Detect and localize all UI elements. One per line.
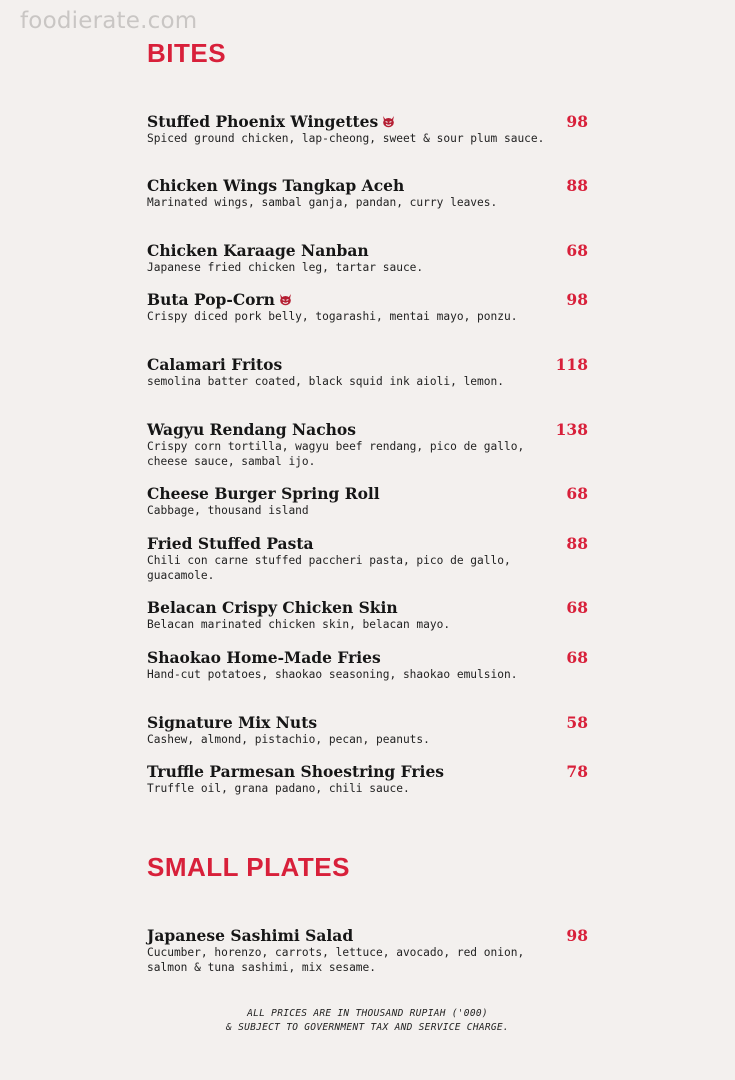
menu-item xyxy=(147,177,590,211)
menu-item xyxy=(147,763,590,797)
menu-item xyxy=(147,356,590,390)
item-price: 98 xyxy=(566,290,588,309)
item-price: 118 xyxy=(555,355,588,374)
item-price: 138 xyxy=(555,420,588,439)
menu-item xyxy=(147,649,590,683)
devil-icon xyxy=(278,293,293,306)
item-name: Chicken Karaage Nanban xyxy=(147,241,369,260)
item-name: Chicken Wings Tangkap Aceh xyxy=(147,176,405,195)
watermark: foodierate.com xyxy=(20,8,198,34)
item-price: 88 xyxy=(566,534,588,553)
menu-item xyxy=(147,291,590,325)
item-price: 68 xyxy=(566,241,588,260)
menu-item xyxy=(147,714,590,748)
section-title-small-plates: SMALL PLATES xyxy=(147,852,350,882)
item-name: Signature Mix Nuts xyxy=(147,713,318,732)
item-name: Wagyu Rendang Nachos xyxy=(147,420,356,439)
menu-item xyxy=(147,113,590,147)
menu-item xyxy=(147,927,590,975)
item-description: Hand-cut potatoes, shaokao seasoning, shaokao emulsion. xyxy=(147,668,518,681)
item-name: Fried Stuffed Pasta xyxy=(147,534,314,553)
item-description: Japanese fried chicken leg, tartar sauce. xyxy=(147,261,424,274)
item-description: Marinated wings, sambal ganja, pandan, curry leaves. xyxy=(147,196,498,209)
item-price: 68 xyxy=(566,648,588,667)
item-description: Cashew, almond, pistachio, pecan, peanuts. xyxy=(147,733,430,746)
footnote-line: ALL PRICES ARE IN THOUSAND RUPIAH ('000) xyxy=(247,1008,488,1019)
menu-item xyxy=(147,485,590,519)
item-name: Stuffed Phoenix Wingettes xyxy=(147,113,590,131)
item-description: semolina batter coated, black squid ink aioli, lemon. xyxy=(147,375,504,388)
item-description: Cucumber, horenzo, carrots, lettuce, avocado, red onion, salmon & tuna sashimi, mix sesame. xyxy=(147,946,525,974)
item-price: 98 xyxy=(566,926,588,945)
item-price: 98 xyxy=(566,112,588,131)
item-price: 78 xyxy=(566,762,588,781)
item-description: Belacan marinated chicken skin, belacan mayo. xyxy=(147,618,451,631)
price-footnote xyxy=(0,1007,735,1034)
item-description: Truffle oil, grana padano, chili sauce. xyxy=(147,782,410,795)
item-name: Belacan Crispy Chicken Skin xyxy=(147,598,398,617)
item-name: Shaokao Home-Made Fries xyxy=(147,648,381,667)
item-price: 58 xyxy=(566,713,588,732)
devil-icon xyxy=(381,115,396,128)
item-description: Cabbage, thousand island xyxy=(147,504,309,517)
item-price: 88 xyxy=(566,176,588,195)
item-description: Chili con carne stuffed paccheri pasta, pico de gallo, guacamole. xyxy=(147,554,511,582)
menu-item xyxy=(147,242,590,276)
section-title-bites: BITES xyxy=(147,38,227,68)
item-price: 68 xyxy=(566,484,588,503)
item-price: 68 xyxy=(566,598,588,617)
item-name: Cheese Burger Spring Roll xyxy=(147,484,380,503)
footnote-line: & SUBJECT TO GOVERNMENT TAX AND SERVICE CHARGE. xyxy=(226,1021,509,1033)
menu-item xyxy=(147,421,590,469)
item-description: Crispy corn tortilla, wagyu beef rendang, pico de gallo, cheese sauce, sambal ijo. xyxy=(147,440,525,468)
item-name: Japanese Sashimi Salad xyxy=(147,926,354,945)
menu-item xyxy=(147,535,590,583)
item-name: Calamari Fritos xyxy=(147,355,283,374)
item-description: Spiced ground chicken, lap-cheong, sweet & sour plum sauce. xyxy=(147,132,545,145)
item-description: Crispy diced pork belly, togarashi, mentai mayo, ponzu. xyxy=(147,310,518,323)
menu-item xyxy=(147,599,590,633)
item-name: Buta Pop-Corn xyxy=(147,291,590,309)
item-name: Truffle Parmesan Shoestring Fries xyxy=(147,762,445,781)
